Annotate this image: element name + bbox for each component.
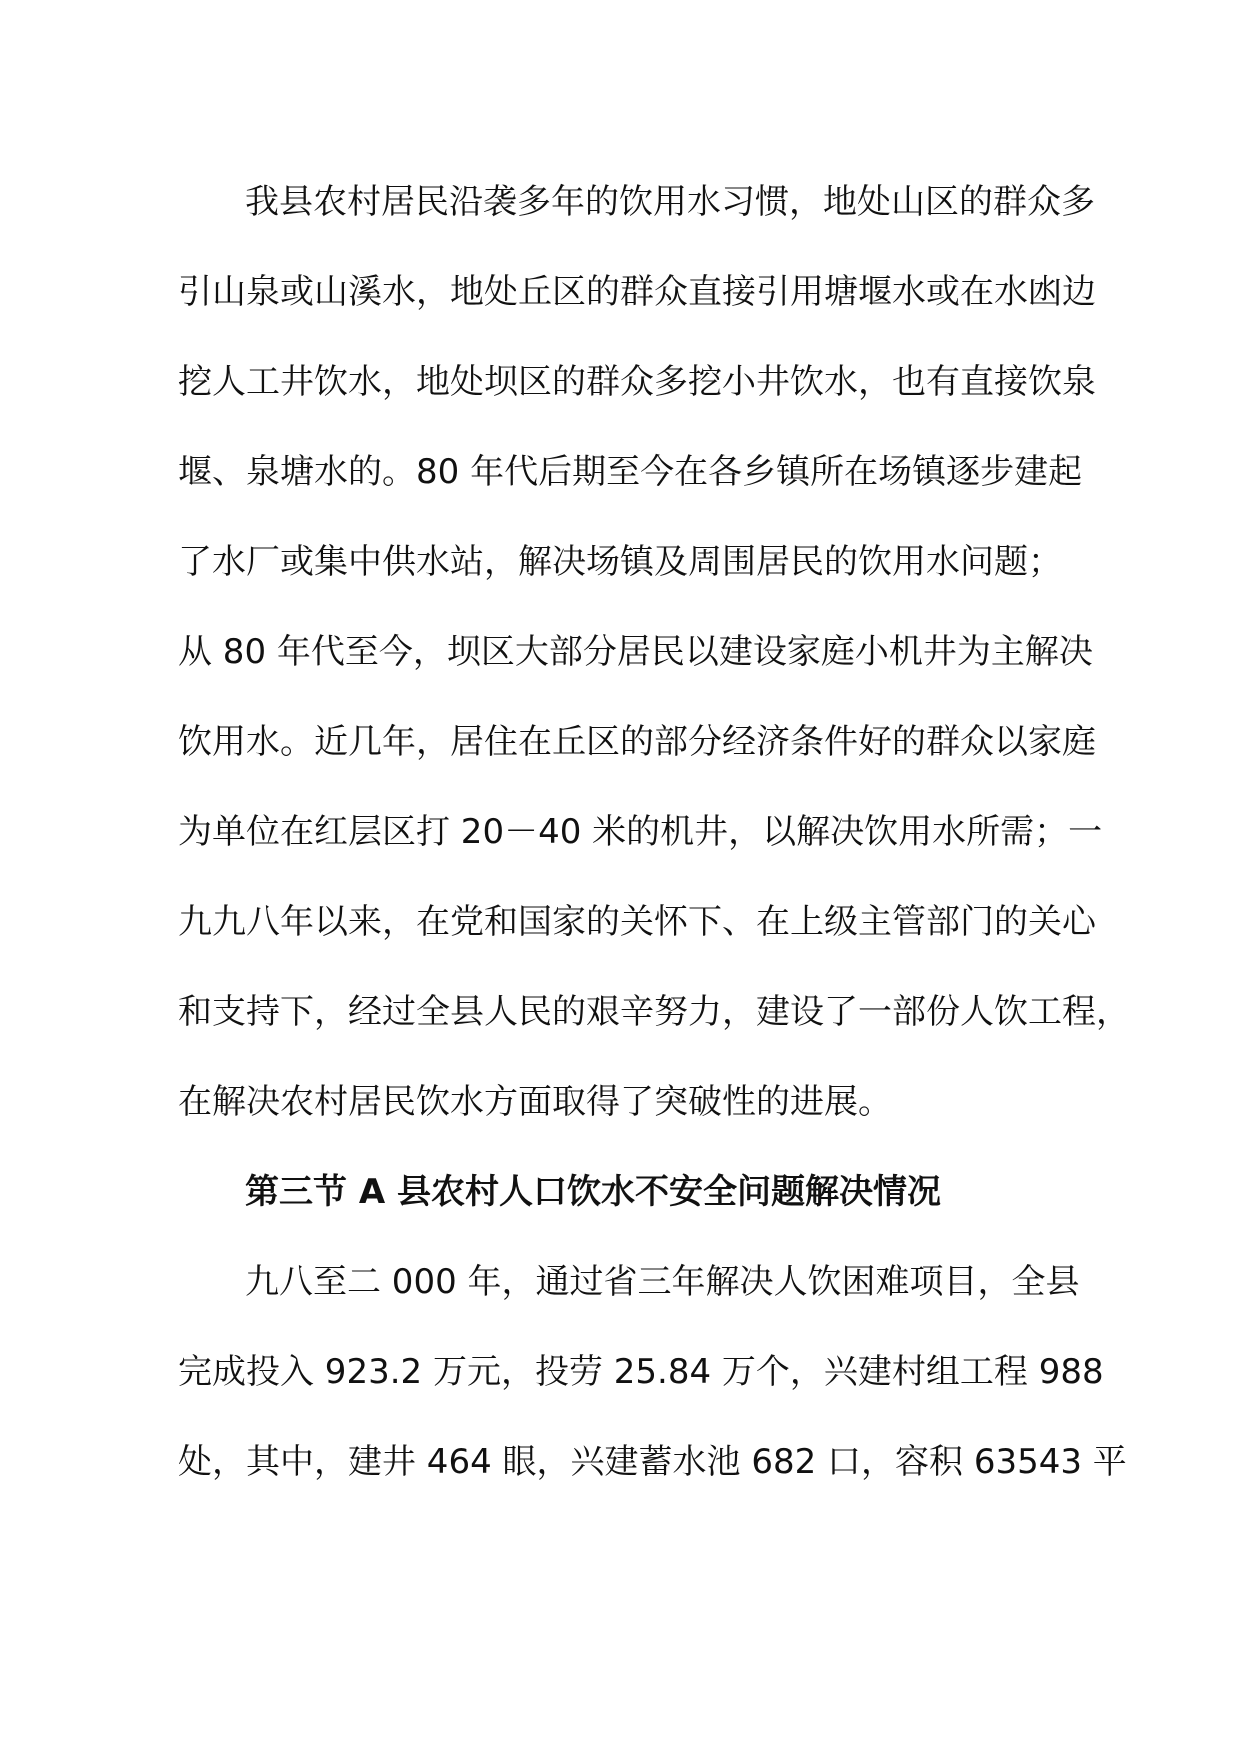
paragraph-line: 了水厂或集中供水站，解决场镇及周围居民的饮用水问题； bbox=[178, 542, 1062, 582]
paragraph-line: 和支持下，经过全县人民的艰辛努力，建设了一部份人饮工程， bbox=[178, 992, 1130, 1032]
paragraph-line: 挖人工井饮水，地处坝区的群众多挖小井饮水，也有直接饮泉 bbox=[178, 362, 1096, 402]
paragraph-line: 九九八年以来，在党和国家的关怀下、在上级主管部门的关心 bbox=[178, 902, 1096, 942]
paragraph-line: 在解决农村居民饮水方面取得了突破性的进展。 bbox=[178, 1082, 892, 1122]
paragraph-line: 从 80 年代至今，坝区大部分居民以建设家庭小机井为主解决 bbox=[178, 632, 1093, 672]
paragraph-line: 完成投入 923.2 万元，投劳 25.84 万个，兴建村组工程 988 bbox=[178, 1352, 1104, 1392]
paragraph-line: 九八至二 000 年，通过省三年解决人饮困难项目，全县 bbox=[245, 1262, 1080, 1302]
paragraph-line: 引山泉或山溪水，地处丘区的群众直接引用塘堰水或在水凼边 bbox=[178, 272, 1096, 312]
paragraph-line: 饮用水。近几年，居住在丘区的部分经济条件好的群众以家庭 bbox=[178, 722, 1096, 762]
paragraph-line: 为单位在红层区打 20－40 米的机井，以解决饮用水所需；一 bbox=[178, 812, 1103, 852]
paragraph-line: 处，其中，建井 464 眼，兴建蓄水池 682 口，容积 63543 平 bbox=[178, 1442, 1127, 1482]
section-heading: 第三节 A 县农村人口饮水不安全问题解决情况 bbox=[245, 1172, 941, 1212]
paragraph-line: 我县农村居民沿袭多年的饮用水习惯，地处山区的群众多 bbox=[245, 182, 1095, 222]
paragraph-line: 堰、泉塘水的。80 年代后期至今在各乡镇所在场镇逐步建起 bbox=[178, 452, 1083, 492]
